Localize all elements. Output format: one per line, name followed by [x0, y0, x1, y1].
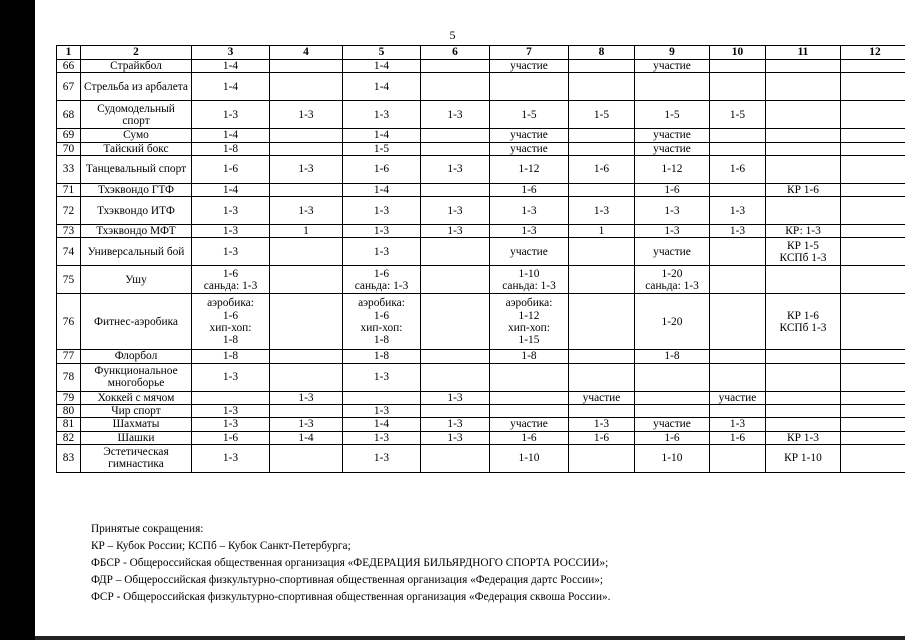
row-number-cell: 80: [57, 405, 81, 418]
table-cell: аэробика: 1-6 хип-хоп: 1-8: [192, 294, 270, 350]
table-cell: 1-6: [569, 155, 635, 183]
table-cell: [192, 391, 270, 404]
sport-name-cell: Ушу: [81, 266, 192, 294]
table-cell: [421, 73, 490, 101]
table-cell: 1-12: [635, 155, 710, 183]
table-row: [57, 391, 905, 404]
table-cell: 1: [270, 225, 343, 238]
table-cell: [841, 101, 905, 129]
table-cell: [635, 391, 710, 404]
table-cell: участие: [710, 391, 766, 404]
table-cell: 1-8: [343, 350, 421, 363]
row-number-cell: 83: [57, 444, 81, 472]
table-cell: 1-3: [421, 431, 490, 444]
table-cell: [270, 238, 343, 266]
table-cell: 1-6: [635, 183, 710, 196]
table-cell: [421, 350, 490, 363]
table-cell: участие: [635, 142, 710, 155]
table-cell: [710, 405, 766, 418]
table-cell: 1-5: [490, 101, 569, 129]
table-cell: КР 1-10: [766, 444, 841, 472]
table-cell: [569, 363, 635, 391]
table-cell: [841, 183, 905, 196]
row-number-cell: 67: [57, 73, 81, 101]
table-row: [57, 444, 905, 472]
table-cell: участие: [635, 60, 710, 73]
table-cell: 1-5: [569, 101, 635, 129]
table-row: [57, 155, 905, 183]
table-row: [57, 197, 905, 225]
table-cell: 1-4: [192, 183, 270, 196]
table-cell: КР 1-6: [766, 183, 841, 196]
table-cell: 1-3: [343, 225, 421, 238]
table-cell: [710, 60, 766, 73]
note-line: КР – Кубок России; КСПб – Кубок Санкт-Петербурга;: [91, 540, 351, 552]
table-cell: 1-6 саньда: 1-3: [192, 266, 270, 294]
table-cell: [421, 60, 490, 73]
table-row: [57, 129, 905, 142]
row-number-cell: 73: [57, 225, 81, 238]
sport-name-cell: Стрельба из арбалета: [81, 73, 192, 101]
table-cell: 1-3: [421, 391, 490, 404]
table-cell: [841, 129, 905, 142]
table-cell: [569, 405, 635, 418]
table-cell: [270, 405, 343, 418]
table-cell: 1-3: [270, 391, 343, 404]
row-number-cell: 82: [57, 431, 81, 444]
table-cell: КР: 1-3: [766, 225, 841, 238]
table-cell: 1-3: [421, 101, 490, 129]
table-cell: 1-5: [635, 101, 710, 129]
sport-name-cell: Шашки: [81, 431, 192, 444]
table-cell: [421, 183, 490, 196]
table-cell: 1-4: [192, 129, 270, 142]
table-cell: участие: [635, 129, 710, 142]
table-cell: [421, 444, 490, 472]
sport-name-cell: Страйкбол: [81, 60, 192, 73]
sport-name-cell: Шахматы: [81, 418, 192, 431]
table-cell: [421, 129, 490, 142]
table-cell: [710, 266, 766, 294]
sport-name-cell: Тайский бокс: [81, 142, 192, 155]
row-number-cell: 33: [57, 155, 81, 183]
table-cell: [710, 294, 766, 350]
table-cell: [490, 73, 569, 101]
table-cell: [569, 129, 635, 142]
table-cell: [270, 266, 343, 294]
table-cell: 1-4: [343, 60, 421, 73]
abbreviations-notes: [91, 521, 891, 606]
table-cell: 1-6: [635, 431, 710, 444]
table-cell: 1-3: [192, 225, 270, 238]
table-cell: [569, 60, 635, 73]
table-cell: [710, 444, 766, 472]
table-row: [57, 73, 905, 101]
column-header: 10: [710, 46, 766, 60]
table-cell: участие: [490, 142, 569, 155]
table-cell: [766, 155, 841, 183]
table-cell: 1-3: [343, 431, 421, 444]
row-number-cell: 66: [57, 60, 81, 73]
table-cell: 1-6: [490, 431, 569, 444]
table-cell: 1-3: [710, 197, 766, 225]
table-cell: 1-8: [635, 350, 710, 363]
table-cell: 1-3: [192, 101, 270, 129]
table-cell: [710, 73, 766, 101]
table-cell: 1-3: [343, 238, 421, 266]
table-cell: 1-3: [270, 197, 343, 225]
sport-name-cell: Сумо: [81, 129, 192, 142]
column-header: 9: [635, 46, 710, 60]
table-cell: 1-3: [421, 197, 490, 225]
table-cell: 1-6: [192, 155, 270, 183]
table-row: [57, 350, 905, 363]
note-line: ФДР – Общероссийская физкультурно-спортивная общественная организация «Федерация дартс России»;: [91, 574, 604, 586]
table-cell: участие: [490, 129, 569, 142]
table-cell: [569, 183, 635, 196]
table-cell: [270, 73, 343, 101]
table-cell: [766, 129, 841, 142]
table-cell: 1-3: [192, 405, 270, 418]
table-cell: участие: [490, 238, 569, 266]
table-cell: КР 1-6 КСПб 1-3: [766, 294, 841, 350]
row-number-cell: 78: [57, 363, 81, 391]
row-number-cell: 81: [57, 418, 81, 431]
column-header: 8: [569, 46, 635, 60]
table-cell: [270, 350, 343, 363]
sport-name-cell: Фитнес-аэробика: [81, 294, 192, 350]
table-cell: [270, 444, 343, 472]
table-cell: 1-3: [569, 197, 635, 225]
row-number-cell: 72: [57, 197, 81, 225]
table-cell: [841, 238, 905, 266]
table-cell: 1-4: [343, 183, 421, 196]
row-number-cell: 70: [57, 142, 81, 155]
table-cell: [766, 101, 841, 129]
table-cell: 1-6: [710, 431, 766, 444]
table-cell: 1-3: [635, 197, 710, 225]
scan-edge-left: [0, 0, 35, 640]
table-row: [57, 60, 905, 73]
table-cell: [710, 183, 766, 196]
column-header: 7: [490, 46, 569, 60]
table-row: [57, 405, 905, 418]
table-cell: 1-3: [710, 225, 766, 238]
table-cell: [841, 155, 905, 183]
column-header: 3: [192, 46, 270, 60]
table-cell: 1-3: [710, 418, 766, 431]
note-line: Принятые сокращения:: [91, 523, 204, 535]
table-cell: 1-3: [421, 418, 490, 431]
table-cell: [421, 238, 490, 266]
table-cell: [766, 418, 841, 431]
table-row: [57, 183, 905, 196]
row-number-cell: 77: [57, 350, 81, 363]
table-cell: 1-3: [192, 238, 270, 266]
table-row: [57, 363, 905, 391]
table-cell: 1-3: [343, 363, 421, 391]
table-row: [57, 418, 905, 431]
table-cell: [421, 363, 490, 391]
table-cell: 1-3: [421, 155, 490, 183]
table-cell: КР 1-3: [766, 431, 841, 444]
table-cell: 1-6: [192, 431, 270, 444]
table-cell: [766, 350, 841, 363]
table-cell: 1-3: [343, 101, 421, 129]
table-cell: [421, 294, 490, 350]
table-cell: 1-8: [192, 350, 270, 363]
table-cell: 1-3: [343, 197, 421, 225]
table-cell: участие: [569, 391, 635, 404]
table-cell: [569, 142, 635, 155]
table-row: [57, 101, 905, 129]
sport-name-cell: Функциональное многоборье: [81, 363, 192, 391]
table-cell: 1-4: [343, 129, 421, 142]
sport-name-cell: Судомодельный спорт: [81, 101, 192, 129]
table-cell: 1-3: [343, 444, 421, 472]
table-cell: 1-6: [343, 155, 421, 183]
table-cell: [841, 294, 905, 350]
table-cell: 1-5: [343, 142, 421, 155]
note-line: ФСР - Общероссийская физкультурно-спортивная общественная организация «Федерация сквоша России».: [91, 591, 611, 603]
table-cell: [270, 60, 343, 73]
table-cell: участие: [635, 418, 710, 431]
sport-name-cell: Флорбол: [81, 350, 192, 363]
scan-edge-bottom: [35, 636, 905, 640]
table-cell: [635, 405, 710, 418]
table-cell: [766, 405, 841, 418]
table-cell: [841, 418, 905, 431]
table-cell: [766, 60, 841, 73]
row-number-cell: 71: [57, 183, 81, 196]
table-cell: [343, 391, 421, 404]
table-cell: [841, 142, 905, 155]
sport-name-cell: Тхэквондо МФТ: [81, 225, 192, 238]
table-cell: [841, 391, 905, 404]
table-cell: [569, 238, 635, 266]
table-cell: [490, 363, 569, 391]
table-row: [57, 294, 905, 350]
table-cell: 1-20: [635, 294, 710, 350]
table-cell: [766, 266, 841, 294]
table-cell: [490, 405, 569, 418]
table-cell: 1-3: [421, 225, 490, 238]
table-cell: [270, 129, 343, 142]
table-cell: [635, 73, 710, 101]
table-cell: [766, 73, 841, 101]
table-cell: [710, 350, 766, 363]
table-cell: [841, 197, 905, 225]
table-cell: [569, 266, 635, 294]
table-cell: 1-3: [343, 405, 421, 418]
table-cell: 1-3: [490, 197, 569, 225]
table-cell: [766, 391, 841, 404]
table-cell: 1-12: [490, 155, 569, 183]
row-number-cell: 69: [57, 129, 81, 142]
table-cell: [710, 142, 766, 155]
row-number-cell: 76: [57, 294, 81, 350]
table-cell: 1-6: [710, 155, 766, 183]
sport-name-cell: Чир спорт: [81, 405, 192, 418]
sport-name-cell: Эстетическая гимнастика: [81, 444, 192, 472]
table-cell: 1-3: [270, 155, 343, 183]
table-row: [57, 431, 905, 444]
table-cell: 1-4: [192, 73, 270, 101]
table-cell: 1-4: [192, 60, 270, 73]
table-cell: [841, 405, 905, 418]
table-cell: [421, 405, 490, 418]
row-number-cell: 74: [57, 238, 81, 266]
column-header: 1: [57, 46, 81, 60]
table-cell: [841, 444, 905, 472]
column-header: 2: [81, 46, 192, 60]
sport-name-cell: Тхэквондо ИТФ: [81, 197, 192, 225]
table-cell: 1: [569, 225, 635, 238]
column-header: 4: [270, 46, 343, 60]
table-cell: [569, 73, 635, 101]
row-number-cell: 68: [57, 101, 81, 129]
table-cell: [841, 350, 905, 363]
table-cell: 1-8: [490, 350, 569, 363]
table-cell: 1-4: [270, 431, 343, 444]
table-cell: [635, 363, 710, 391]
table-cell: 1-5: [710, 101, 766, 129]
table-cell: [270, 183, 343, 196]
table-cell: [569, 444, 635, 472]
table-row: [57, 266, 905, 294]
table-cell: [270, 294, 343, 350]
column-header: 11: [766, 46, 841, 60]
table-cell: [841, 266, 905, 294]
sport-name-cell: Тхэквондо ГТФ: [81, 183, 192, 196]
row-number-cell: 79: [57, 391, 81, 404]
table-cell: 1-3: [192, 363, 270, 391]
table-cell: аэробика: 1-6 хип-хоп: 1-8: [343, 294, 421, 350]
table-cell: 1-3: [192, 444, 270, 472]
table-cell: КР 1-5 КСПб 1-3: [766, 238, 841, 266]
table-cell: [710, 238, 766, 266]
table-row: [57, 142, 905, 155]
table-cell: 1-10: [635, 444, 710, 472]
row-number-cell: 75: [57, 266, 81, 294]
table-cell: [766, 142, 841, 155]
table-cell: участие: [490, 418, 569, 431]
table-cell: [569, 350, 635, 363]
table-cell: [841, 73, 905, 101]
table-cell: 1-3: [569, 418, 635, 431]
table-cell: участие: [490, 60, 569, 73]
column-header: 5: [343, 46, 421, 60]
table-cell: 1-6: [490, 183, 569, 196]
sport-name-cell: Хоккей с мячом: [81, 391, 192, 404]
table-cell: [766, 197, 841, 225]
sport-name-cell: Танцевальный спорт: [81, 155, 192, 183]
table-cell: 1-3: [270, 418, 343, 431]
table-row: [57, 225, 905, 238]
table-cell: 1-20 саньда: 1-3: [635, 266, 710, 294]
table-header-row: [57, 46, 905, 60]
table-cell: [421, 142, 490, 155]
table-row: [57, 238, 905, 266]
table-cell: 1-6: [569, 431, 635, 444]
table-cell: [710, 363, 766, 391]
table-cell: [766, 363, 841, 391]
table-cell: 1-8: [192, 142, 270, 155]
table-cell: 1-3: [490, 225, 569, 238]
table-cell: 1-3: [635, 225, 710, 238]
table-cell: 1-3: [270, 101, 343, 129]
table-cell: [841, 60, 905, 73]
table-cell: [490, 391, 569, 404]
table-cell: 1-4: [343, 418, 421, 431]
table-cell: 1-4: [343, 73, 421, 101]
table-cell: [421, 266, 490, 294]
column-header: 6: [421, 46, 490, 60]
table-cell: [710, 129, 766, 142]
table-cell: [841, 225, 905, 238]
note-line: ФБСР - Общероссийская общественная организация «ФЕДЕРАЦИЯ БИЛЬЯРДНОГО СПОРТА РОССИИ»;: [91, 557, 609, 569]
column-header: 12: [841, 46, 905, 60]
table-cell: 1-10: [490, 444, 569, 472]
table-cell: [841, 363, 905, 391]
table-cell: 1-6 саньда: 1-3: [343, 266, 421, 294]
table-cell: 1-10 саньда: 1-3: [490, 266, 569, 294]
table-cell: [270, 142, 343, 155]
table-cell: 1-3: [192, 197, 270, 225]
table-cell: [569, 294, 635, 350]
page-number: 5: [449, 28, 456, 42]
table-cell: [841, 431, 905, 444]
table-cell: аэробика: 1-12 хип-хоп: 1-15: [490, 294, 569, 350]
table-cell: участие: [635, 238, 710, 266]
sport-name-cell: Универсальный бой: [81, 238, 192, 266]
table-cell: [270, 363, 343, 391]
sports-table: [56, 45, 905, 473]
table-cell: 1-3: [192, 418, 270, 431]
